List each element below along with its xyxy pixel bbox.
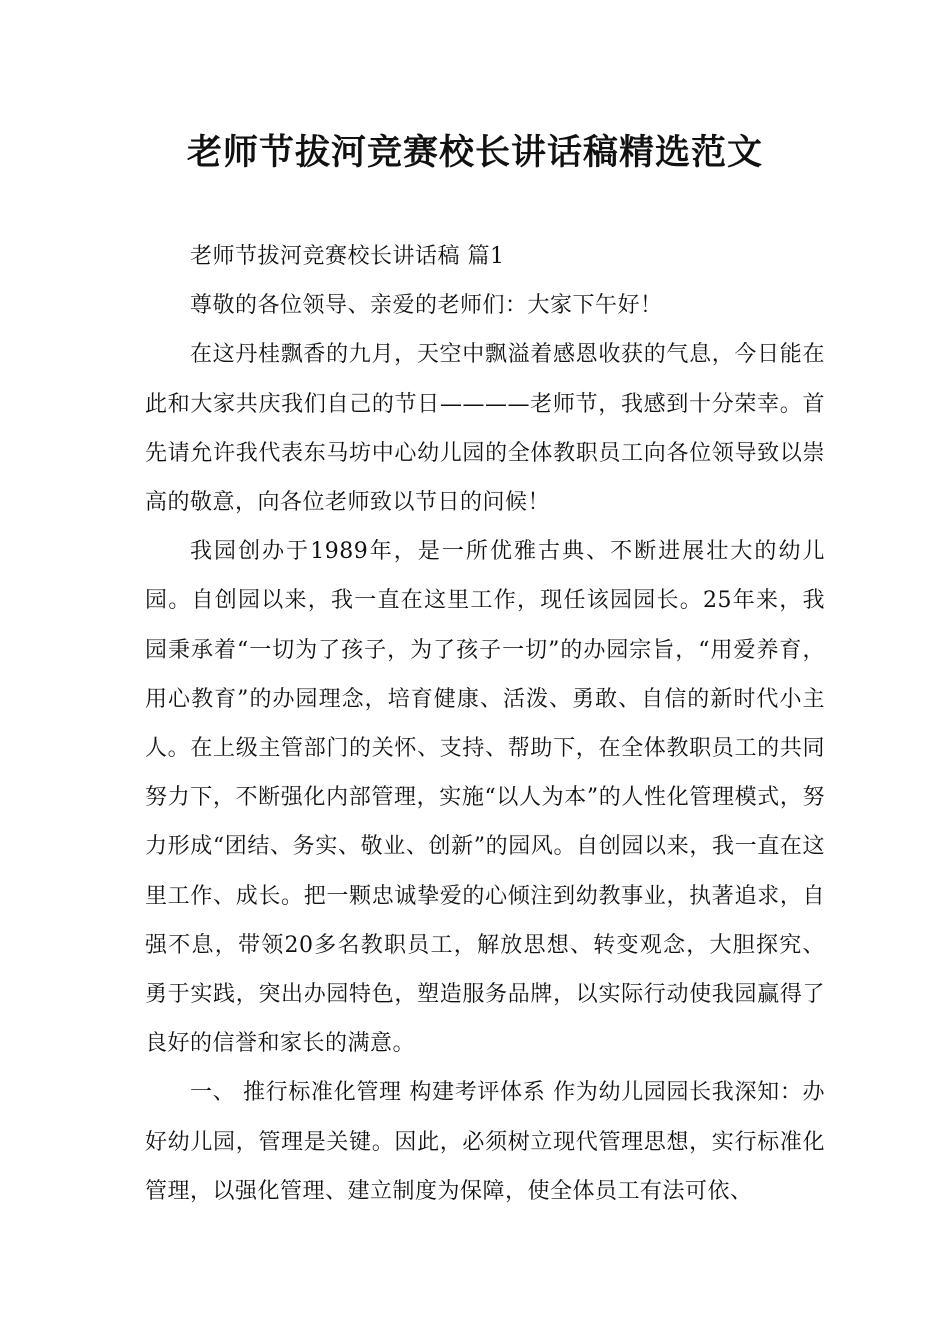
greeting-paragraph: 尊敬的各位领导、亲爱的老师们：大家下午好！ bbox=[190, 293, 663, 319]
document-title: 老师节拔河竞赛校长讲话稿精选范文 bbox=[186, 132, 763, 173]
body-paragraph: 在这丹桂飘香的九月，天空中飘溢着感恩收获的气息，今日能在此和大家共庆我们自己的节日————老师节，我感到十分荣幸。首先请允许我代表东马坊中心幼儿园的全体教职员工向各位领导致以崇高的敬意，向各位老师致以节日的问候！ bbox=[145, 342, 825, 516]
document-body bbox=[145, 232, 825, 1216]
body-paragraph: 一、 推行标准化管理 构建考评体系 作为幼儿园园长我深知：办好幼儿园，管理是关键。因此，必须树立现代管理思想，实行标准化管理，以强化管理、建立制度为保障，使全体员工有法可依、 bbox=[145, 1080, 825, 1204]
body-paragraph: 我园创办于1989年，是一所优雅古典、不断进展壮大的幼儿园。自创园以来，我一直在这里工作，现任该园园长。25年来，我园秉承着“一切为了孩子，为了孩子一切”的办园宗旨，“用爱养育，用心教育”的办园理念，培育健康、活泼、勇敢、自信的新时代小主人。在上级主管部门的关怀、支持、帮助下，在全体教职员工的共同努力下，不断强化内部管理，实施“以人为本”的人性化管理模式，努力形成“团结、务实、敬业、创新”的园风。自创园以来，我一直在这里工作、成长。把一颗忠诚挚爱的心倾注到幼教事业，执著追求，自强不息，带领20多名教职员工，解放思想、转变观念，大胆探究、勇于实践，突出办园特色，塑造服务品牌，以实际行动使我园赢得了良好的信誉和家长的满意。 bbox=[145, 539, 825, 1057]
section-heading: 老师节拔河竞赛校长讲话稿 篇1 bbox=[190, 244, 505, 269]
